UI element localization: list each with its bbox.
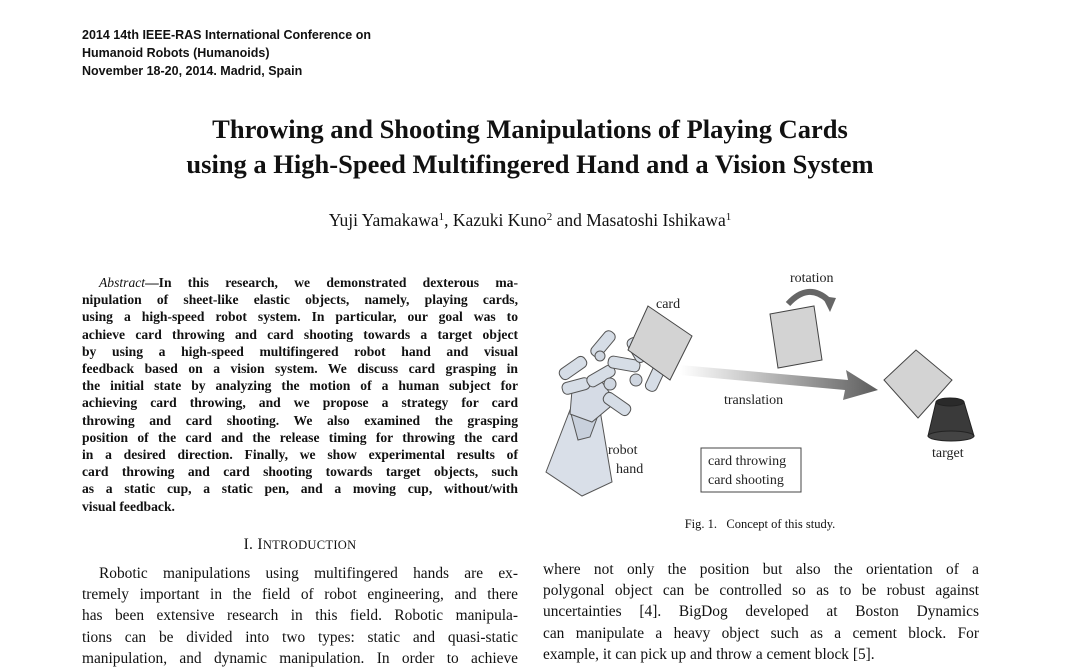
figure-1 (540, 262, 980, 506)
body-line: manipulation, and dynamic manipulation. In order to achieve (82, 649, 518, 667)
body-line: polygonal object can be controlled so as to be robust against (543, 582, 979, 600)
section-numeral: I. (243, 536, 254, 553)
title-line-1: Throwing and Shooting Manipulations of Playing Cards (212, 114, 848, 144)
body-line: where not only the position but also the orientation of a (543, 561, 979, 578)
conference-line-2: Humanoid Robots (Humanoids) (82, 46, 270, 60)
abstract-line (82, 274, 518, 291)
abstract-line: in a desired direction. Finally, we show experimental results of (82, 447, 518, 463)
section-heading (82, 536, 518, 554)
abstract-line: the initial state by analyzing the motion of a human subject for (82, 378, 518, 394)
author-separator: and (552, 210, 587, 230)
abstract-text: In this research, we demonstrated dexterous ma- (158, 275, 518, 290)
abstract-line: achieve card throwing and card shooting towards a target object (82, 326, 518, 342)
abstract-line: nipulation of sheet-like elastic objects, namely, playing cards, (82, 292, 518, 308)
abstract-line: card throwing and card shooting towards target objects, such (82, 464, 518, 480)
author-name: Masatoshi Ishikawa (586, 210, 726, 230)
section-title-rest: NTRODUCTION (262, 538, 357, 552)
abstract-line: as a static cup, a static pen, and a moving cup, without/with (82, 481, 518, 497)
label-rotation: rotation (790, 271, 834, 286)
label-robot: robot (608, 443, 638, 458)
body-left-column (82, 563, 518, 669)
abstract-line: position of the card and the release timing for throwing the card (82, 429, 518, 445)
abstract-line: by using a high-speed multifingered robot hand and visual (82, 343, 518, 359)
abstract-line: throwing and card shooting. We also examined the grasping (82, 412, 518, 428)
title-line-2: using a High-Speed Multifingered Hand and a Vision System (186, 149, 874, 179)
label-target: target (932, 446, 964, 461)
abstract (82, 274, 518, 515)
paper-title (0, 112, 1060, 182)
author-affiliation: 1 (725, 211, 732, 223)
author-name: Kazuki Kuno (452, 210, 547, 230)
section-title-initial: I (257, 536, 263, 553)
body-line: can manipulate a heavy object such as a cement block. For (543, 624, 979, 642)
author-name: Yuji Yamakawa (328, 210, 439, 230)
abstract-line: feedback based on a vision system. We discuss card grasping in (82, 361, 518, 377)
body-line: tions can be divided into two types: static and quasi-static (82, 628, 518, 646)
target-cup (928, 398, 974, 441)
legend-card-throwing: card throwing (708, 454, 787, 469)
body-line: tremely important in the field of robot engineering, and there (82, 586, 518, 604)
conference-header (82, 26, 371, 80)
figure-caption: Fig. 1. Concept of this study. (684, 517, 836, 531)
body-line: uncertainties [4]. BigDog developed at Boston Dynamics (543, 603, 979, 621)
rotation-arrow-head (822, 296, 836, 312)
abstract-line: visual feedback. (82, 498, 175, 514)
abstract-dash: — (145, 275, 159, 290)
author-separator: , (444, 210, 453, 230)
label-card: card (656, 297, 681, 312)
author-list (0, 210, 1060, 231)
body-line: Robotic manipulations using multifingered hands are ex- (99, 565, 518, 582)
label-translation: translation (724, 393, 784, 408)
author-affiliation: 2 (546, 211, 553, 223)
abstract-line: using a high-speed robot system. In particular, our goal was to (82, 309, 518, 325)
conference-line-1: 2014 14th IEEE-RAS International Conference on (82, 28, 371, 42)
label-hand: hand (616, 462, 644, 477)
author-affiliation: 1 (438, 211, 445, 223)
abstract-line: achieving card throwing, and we propose a strategy for card (82, 395, 518, 411)
body-line: has been extensive research in this field. Robotic manipula- (82, 607, 518, 625)
abstract-lead: Abstract (99, 275, 146, 290)
body-right-column (543, 559, 979, 665)
body-line: example, it can pick up and throw a cement block [5]. (543, 645, 875, 663)
legend-card-shooting: card shooting (708, 473, 784, 488)
card-rotating (770, 306, 822, 368)
conference-date: November 18-20, 2014. Madrid, Spain (82, 64, 303, 78)
rotation-arrow (788, 292, 828, 304)
concept-diagram (540, 262, 980, 506)
